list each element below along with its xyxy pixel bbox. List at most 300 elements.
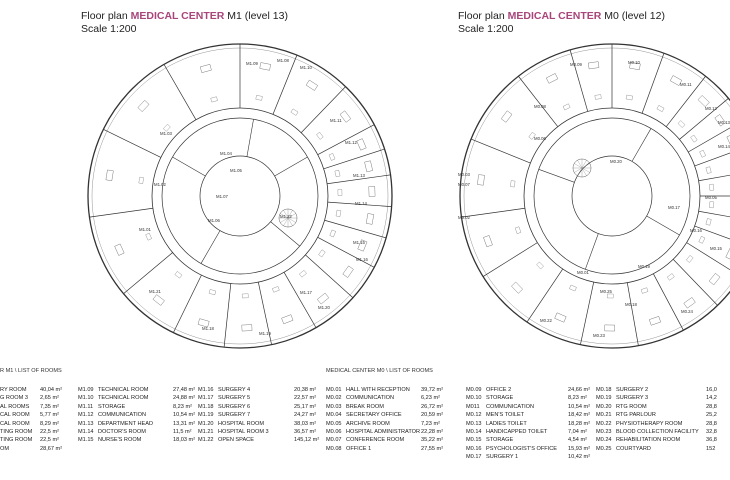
room-code: M0.18	[596, 387, 612, 393]
plan-m1-title-suffix: M1 (level 13)	[224, 10, 288, 22]
room-row	[596, 411, 730, 419]
room-area: 32,8	[706, 429, 717, 435]
furniture	[501, 111, 512, 123]
furniture	[667, 274, 674, 281]
room-code: M1.14	[78, 429, 94, 435]
room-area: 4,54 m²	[568, 437, 587, 444]
room-code: M0.20	[596, 403, 612, 410]
partition-wall	[124, 253, 173, 294]
room-name: SECRETARY OFFICE	[346, 412, 402, 419]
partition-wall	[461, 208, 524, 217]
room-name: AL ROOMS	[0, 403, 30, 410]
room-name: RY ROOM	[0, 387, 27, 393]
partition-wall	[103, 129, 161, 157]
room-name: MEN'S TOILET	[486, 412, 525, 419]
plan-m0-scale: Scale 1:200	[458, 23, 514, 35]
room-area: 27,48 m²	[173, 387, 196, 393]
furniture	[153, 295, 165, 306]
furniture	[366, 213, 374, 224]
room-name: OM	[0, 445, 10, 452]
furniture	[272, 286, 279, 292]
furniture	[569, 285, 576, 291]
furniture	[340, 111, 351, 123]
room-area: 8,29 m²	[40, 420, 59, 427]
room-name: RTG PARLOUR	[616, 412, 656, 419]
room-name: STORAGE	[486, 437, 514, 444]
room-label: M0.01	[577, 270, 589, 275]
furniture	[595, 95, 601, 100]
room-area: 26,72 m²	[421, 403, 444, 410]
room-label: M0.03	[458, 172, 470, 177]
room-code: M1.22	[198, 437, 214, 444]
room-row	[596, 403, 730, 411]
furniture	[678, 121, 685, 128]
furniture	[657, 105, 664, 111]
room-code: M011	[466, 403, 480, 410]
room-code: M0.08	[326, 445, 342, 452]
room-row	[466, 411, 598, 419]
room-row	[466, 420, 598, 428]
room-row	[326, 428, 451, 436]
room-row	[78, 394, 203, 402]
room-area: 145,12 m²	[294, 437, 320, 444]
room-label: M0.25	[600, 289, 612, 294]
room-area: 39,72 m²	[421, 387, 444, 393]
furniture	[477, 175, 484, 186]
room-row	[78, 386, 203, 394]
furniture	[317, 293, 329, 304]
furniture	[200, 64, 211, 72]
room-name: COMMUNICATION	[486, 403, 535, 410]
furniture	[291, 109, 298, 116]
room-area: 2,65 m²	[40, 395, 59, 402]
partition-wall	[687, 243, 730, 277]
room-code: M0.24	[596, 437, 612, 444]
room-code: M1.15	[78, 437, 94, 444]
furniture	[343, 266, 354, 278]
room-label: M0.12	[705, 106, 717, 111]
furniture	[106, 170, 113, 181]
room-label: M1.17	[300, 290, 312, 295]
room-label: M0.06	[534, 136, 546, 141]
room-row	[326, 386, 451, 394]
room-row	[198, 403, 324, 411]
partition-wall	[570, 50, 588, 112]
room-label: M1.01	[139, 227, 151, 232]
room-name: HOSPITAL ROOM	[218, 420, 264, 427]
room-label: M1.22	[280, 214, 292, 219]
room-code: M0.03	[326, 403, 342, 410]
room-area: 24,88 m²	[173, 395, 196, 402]
room-area: 28,67 m²	[40, 445, 63, 452]
room-area: 38,03 m²	[294, 420, 317, 427]
room-code: M1.20	[198, 420, 214, 427]
furniture	[175, 271, 182, 278]
room-name: OFFICE 1	[346, 445, 372, 452]
corridor-wall	[524, 108, 700, 284]
partition-wall	[164, 64, 196, 119]
room-code: M0.17	[466, 454, 482, 461]
inner-partition	[172, 157, 205, 176]
plan-m1-scale: Scale 1:200	[81, 23, 137, 35]
furniture	[626, 95, 633, 100]
corridor-wall	[152, 108, 328, 284]
room-label: M1.13	[353, 173, 365, 178]
furniture	[336, 210, 341, 217]
room-code: M0.21	[596, 412, 612, 419]
room-name: STORAGE	[486, 395, 514, 402]
room-name: OPEN SPACE	[218, 437, 254, 444]
room-row	[78, 436, 203, 444]
room-area: 152	[706, 445, 716, 452]
plan-m0-title-prefix: Floor plan	[458, 10, 508, 22]
room-code: M0.06	[326, 429, 342, 435]
room-name: HOSPITAL ROOM 3	[218, 429, 269, 435]
furniture	[319, 250, 326, 257]
furniture	[115, 244, 125, 256]
room-label: M1.12	[345, 140, 357, 145]
room-row	[198, 386, 324, 394]
room-code: M0.23	[596, 429, 612, 435]
room-name: REHABILITATION ROOM	[616, 437, 681, 444]
room-row	[78, 411, 203, 419]
inner-partition	[632, 128, 651, 161]
furniture	[709, 273, 720, 285]
room-row	[596, 394, 730, 402]
room-row	[466, 403, 598, 411]
partition-wall	[699, 170, 730, 181]
room-area: 10,54 m²	[568, 403, 591, 410]
furniture	[706, 167, 711, 174]
furniture	[242, 294, 248, 298]
room-name: PSYCHOLOGIST'S OFFICE	[486, 445, 558, 452]
room-code: M0.02	[326, 395, 342, 402]
furniture	[330, 230, 336, 237]
room-name: HOSPITAL ADMINISTRATOR	[346, 429, 421, 435]
room-name: G ROOM 3	[0, 395, 28, 402]
room-area: 11,5 m²	[173, 429, 192, 435]
room-code: M0.14	[466, 429, 482, 435]
room-code: M0.01	[326, 387, 342, 393]
room-code: M1.17	[198, 395, 214, 402]
room-label: M1.20	[318, 305, 330, 310]
room-name: COMMUNICATION	[346, 395, 395, 402]
furniture	[699, 236, 705, 243]
room-code: M1.12	[78, 412, 94, 419]
furniture	[537, 262, 544, 269]
room-name: COMMUNICATION	[98, 412, 147, 419]
room-row	[0, 445, 70, 453]
room-row	[596, 428, 730, 436]
room-label: M1.04	[220, 151, 232, 156]
furniture	[588, 62, 599, 69]
furniture	[211, 97, 218, 102]
room-label: M0.05	[705, 195, 717, 200]
room-row	[0, 411, 70, 419]
inner-partition	[275, 157, 308, 176]
room-label: M0.11	[680, 82, 692, 87]
room-name: RTG ROOM	[616, 403, 647, 410]
furniture	[483, 235, 492, 246]
room-code: M0.25	[596, 445, 612, 452]
inner-partition	[271, 222, 300, 246]
room-code: M0.07	[326, 437, 342, 444]
furniture	[146, 233, 152, 240]
furniture	[138, 100, 149, 111]
room-list-m1-heading: R M1 \ LIST OF ROOMS	[0, 368, 62, 374]
room-code: M1.16	[198, 387, 214, 393]
furniture	[709, 184, 714, 190]
room-row	[466, 445, 598, 453]
partition-wall	[325, 220, 387, 238]
room-row	[198, 394, 324, 402]
room-code: M1.18	[198, 403, 214, 410]
inner-partition	[201, 231, 220, 264]
room-list-m0-heading: MEDICAL CENTER M0 \ LIST OF ROOMS	[326, 368, 433, 374]
room-area: 36,8	[706, 437, 717, 444]
partition-wall	[483, 243, 537, 277]
room-row	[198, 420, 324, 428]
room-area: 7,35 m²	[40, 403, 59, 410]
room-name: SURGERY 1	[486, 454, 519, 461]
room-row	[466, 386, 598, 394]
furniture	[563, 104, 570, 110]
room-row	[326, 436, 451, 444]
room-label: M0.19	[638, 264, 650, 269]
room-area: 18,28 m²	[568, 420, 591, 427]
room-row	[0, 420, 70, 428]
room-row	[0, 428, 70, 436]
core-wall	[162, 118, 318, 274]
furniture	[256, 95, 263, 100]
room-name: DEPARTMENT HEAD	[98, 420, 154, 427]
room-area: 40,04 m²	[40, 387, 63, 393]
furniture	[139, 177, 144, 184]
furniture	[357, 139, 366, 151]
furniture	[242, 325, 252, 332]
room-label: M0.20	[610, 159, 622, 164]
room-label: M0.02	[458, 215, 470, 220]
room-label: M1.02	[154, 182, 166, 187]
partition-wall	[580, 282, 593, 345]
room-row	[0, 403, 70, 411]
room-area: 8,23 m²	[568, 395, 587, 402]
room-row	[326, 411, 451, 419]
partition-wall	[273, 55, 297, 114]
room-code: M0.16	[466, 445, 482, 452]
room-area: 24,66 m²	[568, 387, 591, 393]
room-row	[0, 436, 70, 444]
partition-wall	[324, 149, 385, 169]
furniture	[686, 255, 693, 262]
room-label: M1.10	[300, 65, 312, 70]
room-name: NURSE'S ROOM	[98, 437, 142, 444]
room-code: M1.21	[198, 429, 214, 435]
furniture	[641, 288, 648, 294]
furniture	[515, 227, 521, 234]
plan-m0-title-suffix: M0 (level 12)	[601, 10, 665, 22]
room-code: M0.15	[466, 437, 482, 444]
room-area: 13,31 m²	[173, 420, 196, 427]
room-name: CONFERENCE ROOM	[346, 437, 405, 444]
room-list-m0	[326, 386, 730, 476]
room-row	[326, 420, 451, 428]
room-name: PHYSIOTHERAPY ROOM	[616, 420, 683, 427]
room-label: M1.05	[230, 168, 242, 173]
room-area: 8,23 m²	[173, 403, 192, 410]
room-label: M0.10	[628, 60, 640, 65]
room-area: 18,03 m²	[173, 437, 196, 444]
partition-wall	[89, 208, 152, 217]
furniture	[698, 95, 709, 106]
room-name: OFFICE 2	[486, 387, 512, 393]
room-area: 15,93 m²	[568, 445, 591, 452]
furniture	[282, 315, 293, 324]
room-label: M1.03	[160, 131, 172, 136]
partition-wall	[627, 283, 638, 346]
room-row	[78, 420, 203, 428]
inner-partition	[585, 234, 598, 270]
plan-m1-title-prefix: Floor plan	[81, 10, 131, 22]
partition-wall	[318, 237, 375, 267]
furniture	[605, 325, 615, 331]
furniture	[329, 153, 335, 160]
room-code: M0.05	[326, 420, 342, 427]
outer-wall	[460, 44, 730, 348]
inner-partition	[539, 169, 575, 182]
room-name: TECHNICAL ROOM	[98, 387, 149, 393]
room-label: M0.24	[681, 309, 693, 314]
room-code: M0.22	[596, 420, 612, 427]
room-label: M0.07	[458, 182, 470, 187]
room-label: M0.09	[570, 62, 582, 67]
room-label: M0.13	[718, 120, 730, 125]
room-name: SURGERY 3	[616, 395, 649, 402]
room-label: M1.11	[330, 118, 342, 123]
room-row	[78, 403, 203, 411]
room-code: M1.09	[78, 387, 94, 393]
room-area: 18,42 m²	[568, 412, 591, 419]
room-area: 6,23 m²	[421, 395, 440, 402]
room-row	[78, 428, 203, 436]
room-area: 10,54 m²	[173, 412, 196, 419]
furniture	[700, 150, 706, 157]
room-name: STORAGE	[98, 403, 126, 410]
room-row	[326, 394, 451, 402]
room-name: SURGERY 6	[218, 403, 251, 410]
furniture	[510, 181, 515, 187]
furniture	[706, 218, 711, 225]
room-area: 36,57 m²	[294, 429, 317, 435]
room-area: 27,55 m²	[421, 445, 444, 452]
room-code: M1.13	[78, 420, 94, 427]
room-area: 14,2	[706, 395, 717, 402]
room-name: TING ROOM	[0, 437, 33, 444]
room-area: 22,28 m²	[421, 429, 444, 435]
room-area: 10,42 m²	[568, 454, 591, 461]
room-label: M0.18	[625, 302, 637, 307]
room-label: M0.14	[718, 144, 730, 149]
furniture	[691, 135, 698, 142]
room-row	[0, 386, 70, 394]
room-name: TING ROOM	[0, 429, 33, 435]
partition-wall	[284, 272, 316, 327]
partition-wall	[527, 269, 563, 322]
room-row	[0, 394, 70, 402]
room-label: M0.16	[690, 228, 702, 233]
room-row	[596, 386, 730, 394]
furniture	[335, 170, 340, 177]
room-name: SURGERY 5	[218, 395, 251, 402]
furniture	[299, 270, 306, 277]
furniture	[209, 289, 216, 294]
room-code: M0.19	[596, 395, 612, 402]
room-label: M1.16	[356, 257, 368, 262]
room-row	[326, 403, 451, 411]
room-area: 25,2	[706, 412, 717, 419]
room-row	[466, 394, 598, 402]
room-label: M0.23	[593, 333, 605, 338]
room-row	[596, 436, 730, 444]
furniture	[369, 186, 375, 196]
room-label: M1.21	[149, 289, 161, 294]
furniture	[546, 73, 558, 83]
room-name: BREAK ROOM	[346, 403, 384, 410]
room-code: M0.12	[466, 412, 482, 419]
room-row	[198, 436, 324, 444]
room-area: 22,5 m²	[40, 429, 59, 435]
room-code: M1.11	[78, 403, 94, 410]
floor-plan-m1	[88, 44, 392, 348]
room-area: 22,5 m²	[40, 437, 59, 444]
partition-wall	[653, 274, 683, 331]
partition-wall	[224, 284, 231, 348]
room-code: M0.13	[466, 420, 482, 427]
room-row	[326, 445, 451, 453]
room-code: M1.19	[198, 412, 214, 419]
partition-wall	[301, 87, 345, 133]
room-name: CAL ROOM	[0, 420, 30, 427]
room-label: M1.07	[216, 194, 228, 199]
partition-wall	[642, 53, 664, 113]
room-name: SURGERY 4	[218, 387, 251, 393]
room-name: LADIES TOILET	[486, 420, 527, 427]
room-label: M0.08	[534, 104, 546, 109]
room-area: 25,17 m²	[294, 403, 317, 410]
room-area: 7,23 m²	[421, 420, 440, 427]
room-label: M1.15	[353, 240, 365, 245]
room-area: 20,59 m²	[421, 412, 444, 419]
room-name: ARCHIVE ROOM	[346, 420, 390, 427]
furniture	[316, 132, 323, 139]
room-label: M0.17	[668, 205, 680, 210]
room-area: 20,38 m²	[294, 387, 317, 393]
room-code: M0.04	[326, 412, 342, 419]
furniture	[726, 248, 730, 260]
room-name: TECHNICAL ROOM	[98, 395, 149, 402]
partition-wall	[471, 139, 530, 163]
room-row	[466, 436, 598, 444]
room-area: 16,0	[706, 387, 717, 393]
room-name: HALL WITH RECEPTION	[346, 387, 410, 393]
room-row	[198, 411, 324, 419]
core-wall	[534, 118, 690, 274]
room-row	[596, 420, 730, 428]
room-label: M1.08	[277, 58, 289, 63]
room-name: DOCTOR'S ROOM	[98, 429, 146, 435]
room-row	[466, 453, 598, 461]
plan-m1-title-accent: MEDICAL CENTER	[130, 10, 225, 22]
